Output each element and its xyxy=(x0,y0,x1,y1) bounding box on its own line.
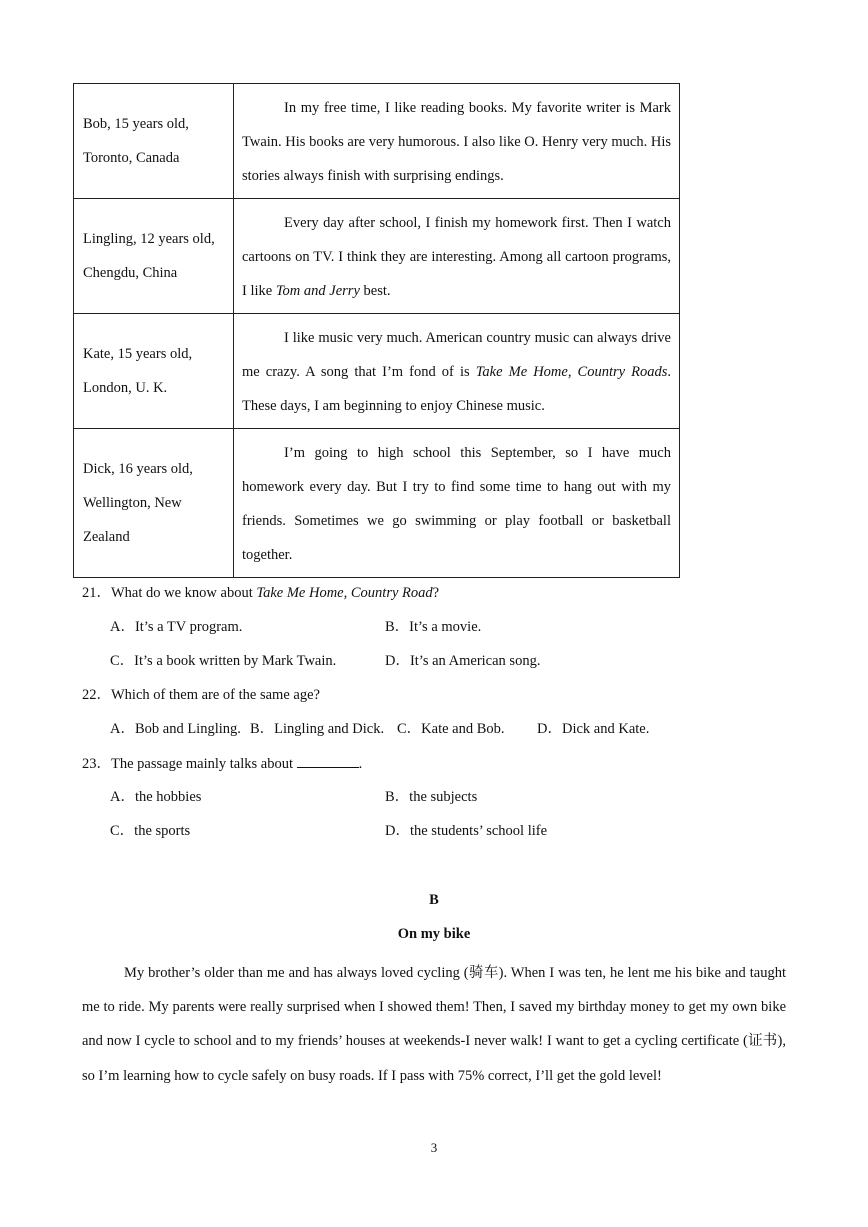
question-stem: . xyxy=(358,756,363,772)
program-title: Tom and Jerry xyxy=(275,283,360,299)
question-number: 21． xyxy=(82,585,111,601)
person-place: Wellington, New xyxy=(83,495,182,511)
page-number: 3 xyxy=(430,1140,438,1155)
question-stem: Which of them are of the same age? xyxy=(111,687,320,703)
hobby-text: I’m going to high school this September, so I have much homework every day. But I try to find some time to hang out with my friends. Sometimes we go swimming or play football or basketball together. xyxy=(234,429,680,578)
option-b[interactable]: B．the subjects xyxy=(385,789,478,805)
option-c[interactable]: C．Kate and Bob. xyxy=(397,721,505,737)
hobby-text-part: . These days, I am beginning to enjoy Chinese music. xyxy=(242,364,671,414)
table-row xyxy=(74,84,680,199)
answer-blank xyxy=(297,753,359,768)
song-title: Take Me Home, Country Road xyxy=(256,585,433,601)
person-cell xyxy=(74,429,234,578)
option-c[interactable]: C．It’s a book written by Mark Twain. xyxy=(110,653,337,669)
question-number: 22． xyxy=(82,687,111,703)
option-b[interactable]: B．Lingling and Dick. xyxy=(250,721,385,737)
question-22 xyxy=(82,685,320,705)
question-number: 23． xyxy=(82,756,111,772)
option-a[interactable]: A．Bob and Lingling. xyxy=(110,721,241,737)
table-row xyxy=(74,314,680,429)
profiles-table xyxy=(73,83,680,578)
person-place: Chengdu, China xyxy=(83,265,178,281)
table-row xyxy=(74,199,680,314)
person-cell xyxy=(74,314,234,429)
person-cell xyxy=(74,199,234,314)
person-place: Zealand xyxy=(83,529,130,545)
hobby-text xyxy=(234,314,680,429)
passage-title: On my bike xyxy=(397,926,471,942)
hobby-text-part: best. xyxy=(359,283,391,299)
hobby-text xyxy=(234,199,680,314)
song-title: Take Me Home, Country Roads xyxy=(475,364,668,380)
option-d[interactable]: D．the students’ school life xyxy=(385,823,548,839)
question-stem: What do we know about xyxy=(111,585,257,601)
person-name-age: Bob, 15 years old, xyxy=(83,116,189,132)
question-21 xyxy=(82,583,439,603)
hobby-text-part: Every day after school, I finish my homework first. Then I watch cartoons on TV. I think they are interesting. Among all cartoon programs, I like xyxy=(242,215,671,299)
question-stem: ? xyxy=(432,585,440,601)
option-b[interactable]: B．It’s a movie. xyxy=(385,619,482,635)
person-place: London, U. K. xyxy=(83,380,168,396)
passage-paragraph: My brother’s older than me and has always loved cycling (骑车). When I was ten, he lent me his bike and taught me to ride. My parents were really surprised when I showed them! Then, I saved my birthday money to get my own bike and now I cycle to school and to my friends’ houses at weekends-I never walk! I want to get a cycling certificate (证书), so I’m learning how to cycle safely on busy roads. If I pass with 75% correct, I’ll get the gold level! xyxy=(82,965,786,1084)
option-a[interactable]: A．It’s a TV program. xyxy=(110,619,243,635)
person-name-age: Kate, 15 years old, xyxy=(83,346,193,362)
section-letter: B xyxy=(429,892,439,908)
person-cell xyxy=(74,84,234,199)
option-d[interactable]: D．It’s an American song. xyxy=(385,653,541,669)
person-place: Toronto, Canada xyxy=(83,150,180,166)
question-stem: The passage mainly talks about xyxy=(111,756,294,772)
person-name-age: Lingling, 12 years old, xyxy=(83,231,215,247)
option-d[interactable]: D．Dick and Kate. xyxy=(537,721,650,737)
option-a[interactable]: A．the hobbies xyxy=(110,789,202,805)
person-name-age: Dick, 16 years old, xyxy=(83,461,193,477)
question-23 xyxy=(82,753,362,774)
hobby-text: In my free time, I like reading books. My favorite writer is Mark Twain. His books are very humorous. I also like O. Henry very much. His stories always finish with surprising endings. xyxy=(234,84,680,199)
option-c[interactable]: C．the sports xyxy=(110,823,191,839)
table-row xyxy=(74,429,680,578)
hobby-text-part: I like music very much. American country music can always drive me crazy. A song that I’m fond of is xyxy=(242,330,671,380)
